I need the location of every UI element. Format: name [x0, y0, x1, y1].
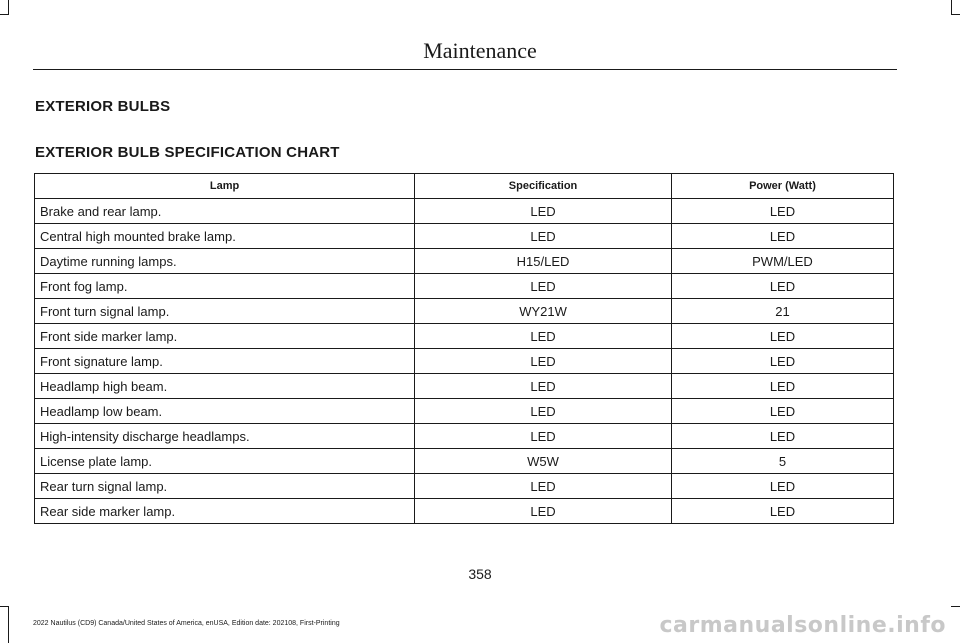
- watermark-text[interactable]: carmanualsonline.info: [659, 613, 946, 638]
- column-header-lamp: Lamp: [35, 174, 415, 199]
- cell-power: LED: [671, 474, 893, 499]
- cell-lamp: Front fog lamp.: [35, 274, 415, 299]
- table-row: [35, 349, 894, 374]
- cell-lamp: Front turn signal lamp.: [35, 299, 415, 324]
- table-row: [35, 224, 894, 249]
- table-row: [35, 199, 894, 224]
- cell-power: 5: [671, 449, 893, 474]
- document-footer: 2022 Nautilus (CD9) Canada/United States of America, enUSA, Edition date: 202108, First-Printing: [33, 620, 340, 627]
- crop-mark-top-left-h: [0, 14, 9, 15]
- cell-power: LED: [671, 374, 893, 399]
- cell-specification: LED: [415, 424, 672, 449]
- crop-mark-bottom-right-h: [951, 606, 960, 607]
- page-header-title: Maintenance: [423, 38, 537, 63]
- table-row: [35, 374, 894, 399]
- table-header-row: [35, 174, 894, 199]
- header-divider: [33, 69, 897, 70]
- cell-power: LED: [671, 324, 893, 349]
- cell-power: LED: [671, 349, 893, 374]
- cell-power: LED: [671, 499, 893, 524]
- table-row: [35, 249, 894, 274]
- cell-power: LED: [671, 199, 893, 224]
- cell-power: LED: [671, 399, 893, 424]
- section-title: EXTERIOR BULBS: [35, 98, 171, 115]
- cell-lamp: Front signature lamp.: [35, 349, 415, 374]
- cell-specification: LED: [415, 324, 672, 349]
- cell-power: LED: [671, 424, 893, 449]
- cell-specification: LED: [415, 474, 672, 499]
- cell-power: PWM/LED: [671, 249, 893, 274]
- crop-mark-top-right-v: [951, 0, 952, 14]
- cell-lamp: License plate lamp.: [35, 449, 415, 474]
- crop-mark-top-right-h: [951, 14, 960, 15]
- cell-specification: LED: [415, 374, 672, 399]
- table-row: [35, 299, 894, 324]
- column-header-power: Power (Watt): [671, 174, 893, 199]
- cell-power: LED: [671, 274, 893, 299]
- cell-specification: WY21W: [415, 299, 672, 324]
- cell-lamp: Rear side marker lamp.: [35, 499, 415, 524]
- cell-specification: W5W: [415, 449, 672, 474]
- cell-specification: H15/LED: [415, 249, 672, 274]
- table-row: [35, 449, 894, 474]
- cell-specification: LED: [415, 499, 672, 524]
- table-row: [35, 499, 894, 524]
- cell-lamp: Headlamp high beam.: [35, 374, 415, 399]
- cell-lamp: Central high mounted brake lamp.: [35, 224, 415, 249]
- crop-mark-top-left-v: [8, 0, 9, 14]
- cell-specification: LED: [415, 224, 672, 249]
- table-row: [35, 324, 894, 349]
- subsection-title: EXTERIOR BULB SPECIFICATION CHART: [35, 144, 340, 161]
- crop-mark-bottom-left-v: [8, 606, 9, 643]
- cell-specification: LED: [415, 349, 672, 374]
- cell-lamp: Rear turn signal lamp.: [35, 474, 415, 499]
- cell-lamp: Daytime running lamps.: [35, 249, 415, 274]
- cell-specification: LED: [415, 199, 672, 224]
- cell-specification: LED: [415, 274, 672, 299]
- table-row: [35, 399, 894, 424]
- cell-lamp: Front side marker lamp.: [35, 324, 415, 349]
- table-row: [35, 424, 894, 449]
- cell-lamp: High-intensity discharge headlamps.: [35, 424, 415, 449]
- cell-lamp: Headlamp low beam.: [35, 399, 415, 424]
- bulb-specification-table: [34, 173, 894, 524]
- cell-lamp: Brake and rear lamp.: [35, 199, 415, 224]
- cell-specification: LED: [415, 399, 672, 424]
- cell-power: 21: [671, 299, 893, 324]
- page-number: 358: [468, 566, 492, 582]
- table-row: [35, 274, 894, 299]
- table-row: [35, 474, 894, 499]
- cell-power: LED: [671, 224, 893, 249]
- column-header-specification: Specification: [415, 174, 672, 199]
